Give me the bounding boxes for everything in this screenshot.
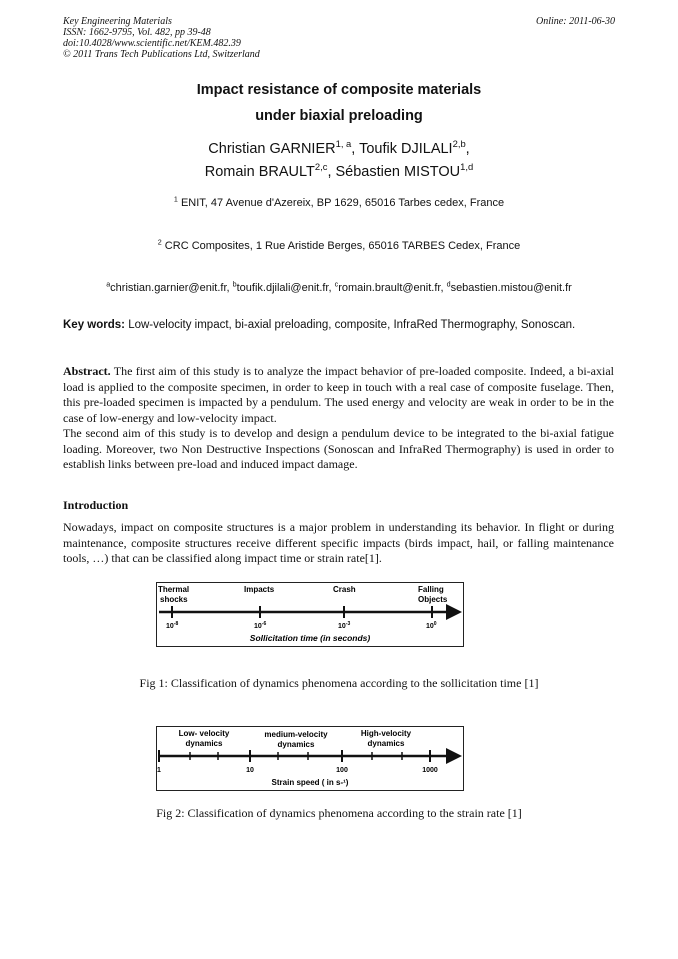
figure-1 — [156, 582, 466, 653]
author-separator: , — [327, 164, 336, 180]
category-label: Falling — [418, 585, 444, 594]
keywords-label: Key words: — [63, 319, 125, 331]
affiliation-2 — [0, 240, 678, 252]
email-sup: b — [232, 280, 237, 289]
tick-label: 1000 — [422, 767, 438, 774]
email-link[interactable]: toufik.djilali@enit.fr, — [236, 282, 335, 294]
figure-1-caption: Fig 1: Classification of dynamics phenomena according to the sollicitation time [1] — [139, 676, 539, 690]
figure-2-caption: Fig 2: Classification of dynamics phenomena according to the strain rate [1] — [156, 806, 522, 820]
email-sup: a — [106, 280, 111, 289]
email-sup: d — [446, 280, 451, 289]
journal-name: Key Engineering Materials — [63, 16, 172, 27]
author-affil-sup: 1, a — [335, 138, 352, 150]
figure-2 — [156, 726, 466, 797]
authors-line-1 — [0, 138, 678, 157]
affiliation-1 — [0, 197, 678, 209]
category-label: dynamics — [185, 739, 223, 748]
section-heading-introduction: Introduction — [63, 498, 129, 512]
category-label: dynamics — [367, 739, 405, 748]
author-affil-sup: 2,b — [452, 138, 466, 150]
tick-label: $10^{-3}$ — [338, 621, 351, 630]
introduction-paragraph: Nowadays, impact on composite structures is a major problem in understanding its behavior. In flight or during maintenance, composite structures receive different specific impacts (birds impact, hail, or falling maintenance tools, …) that can be classified along impact time or strain rate[1]. — [63, 520, 614, 565]
author-affil-sup: 2,c — [314, 161, 328, 173]
abstract-text: The first aim of this study is to analyze the impact behavior of pre-loaded composite. Indeed, a bi-axial load is applied to the composite specimen, in order to keep in touch with a real case of composite fuselage. Then, this pre-loaded specimen is impacted by a pendulum. The used energy and velocity are weak in order to be in the case of low-energy and low-velocity impact. — [63, 364, 614, 425]
paper-title-line-2: under biaxial preloading — [255, 108, 423, 124]
authors-line-2 — [0, 161, 678, 180]
category-label: medium-velocity — [264, 730, 328, 739]
tick-label: $10^{-8}$ — [166, 621, 179, 630]
tick-label: $10^0$ — [426, 621, 437, 630]
category-label: High-velocity — [360, 729, 412, 738]
figure-2-diagram — [156, 726, 466, 792]
author-affil-sup: 1,d — [460, 161, 474, 173]
author-separator: , — [465, 141, 470, 157]
affiliation-text: ENIT, 47 Avenue d'Azereix, BP 1629, 65016 Tarbes cedex, France — [177, 197, 505, 209]
affiliation-sup: 1 — [173, 195, 178, 204]
abstract-paragraph-2: The second aim of this study is to develop and design a pendulum device to be integrated to the bi-axial fatigue loading. Moreover, two Non Destructive Inspections (Sonoscan and InfraRed Thermography) is used in order to establish links between pre-load and induced impact damage. — [63, 426, 614, 471]
journal-doi: doi:10.4028/www.scientific.net/KEM.482.39 — [63, 38, 241, 49]
affiliation-sup: 2 — [157, 238, 162, 247]
author-name: Sébastien MISTOU — [335, 164, 461, 180]
category-label: Impacts — [244, 585, 275, 594]
email-link[interactable]: romain.brault@enit.fr, — [338, 282, 447, 294]
abstract-paragraph-1 — [63, 364, 614, 426]
keywords — [63, 318, 614, 334]
tick-label: $10^{-6}$ — [254, 621, 267, 630]
paper-title-line-1: Impact resistance of composite materials — [196, 82, 482, 98]
abstract — [63, 364, 614, 473]
tick-label: 100 — [336, 767, 348, 774]
author-name: Romain BRAULT — [204, 164, 315, 180]
abstract-label: Abstract. — [63, 364, 111, 378]
email-sup: c — [334, 280, 339, 289]
online-date: Online: 2011-06-30 — [536, 16, 615, 27]
category-label: shocks — [160, 595, 188, 604]
journal-issn: ISSN: 1662-9795, Vol. 482, pp 39-48 — [63, 27, 211, 38]
category-label: Crash — [333, 585, 356, 594]
email-link[interactable]: sebastien.mistou@enit.fr — [450, 282, 572, 294]
axis-arrowhead — [446, 604, 462, 620]
category-label: Objects — [418, 595, 448, 604]
figure-1-diagram — [156, 582, 466, 648]
axis-label: Sollicitation time (in seconds) — [249, 633, 371, 643]
journal-copyright: © 2011 Trans Tech Publications Ltd, Switzerland — [63, 49, 260, 60]
tick-label: 1 — [157, 767, 161, 774]
category-label: Low- velocity — [178, 729, 230, 738]
email-link[interactable]: christian.garnier@enit.fr, — [110, 282, 233, 294]
axis-label: Strain speed ( in s-¹) — [271, 778, 349, 787]
author-name: Toufik DJILALI — [359, 141, 453, 157]
author-name: Christian GARNIER — [208, 141, 336, 157]
author-emails — [0, 282, 678, 294]
keywords-text: Low-velocity impact, bi-axial preloading, composite, InfraRed Thermography, Sonoscan. — [125, 319, 576, 331]
journal-header — [63, 16, 260, 60]
tick-label: 10 — [246, 767, 254, 774]
affiliation-text: CRC Composites, 1 Rue Aristide Berges, 65016 TARBES Cedex, France — [161, 240, 521, 252]
category-label: dynamics — [277, 740, 315, 749]
axis-arrowhead — [446, 748, 462, 764]
category-label: Thermal — [158, 585, 190, 594]
author-separator: , — [351, 141, 360, 157]
